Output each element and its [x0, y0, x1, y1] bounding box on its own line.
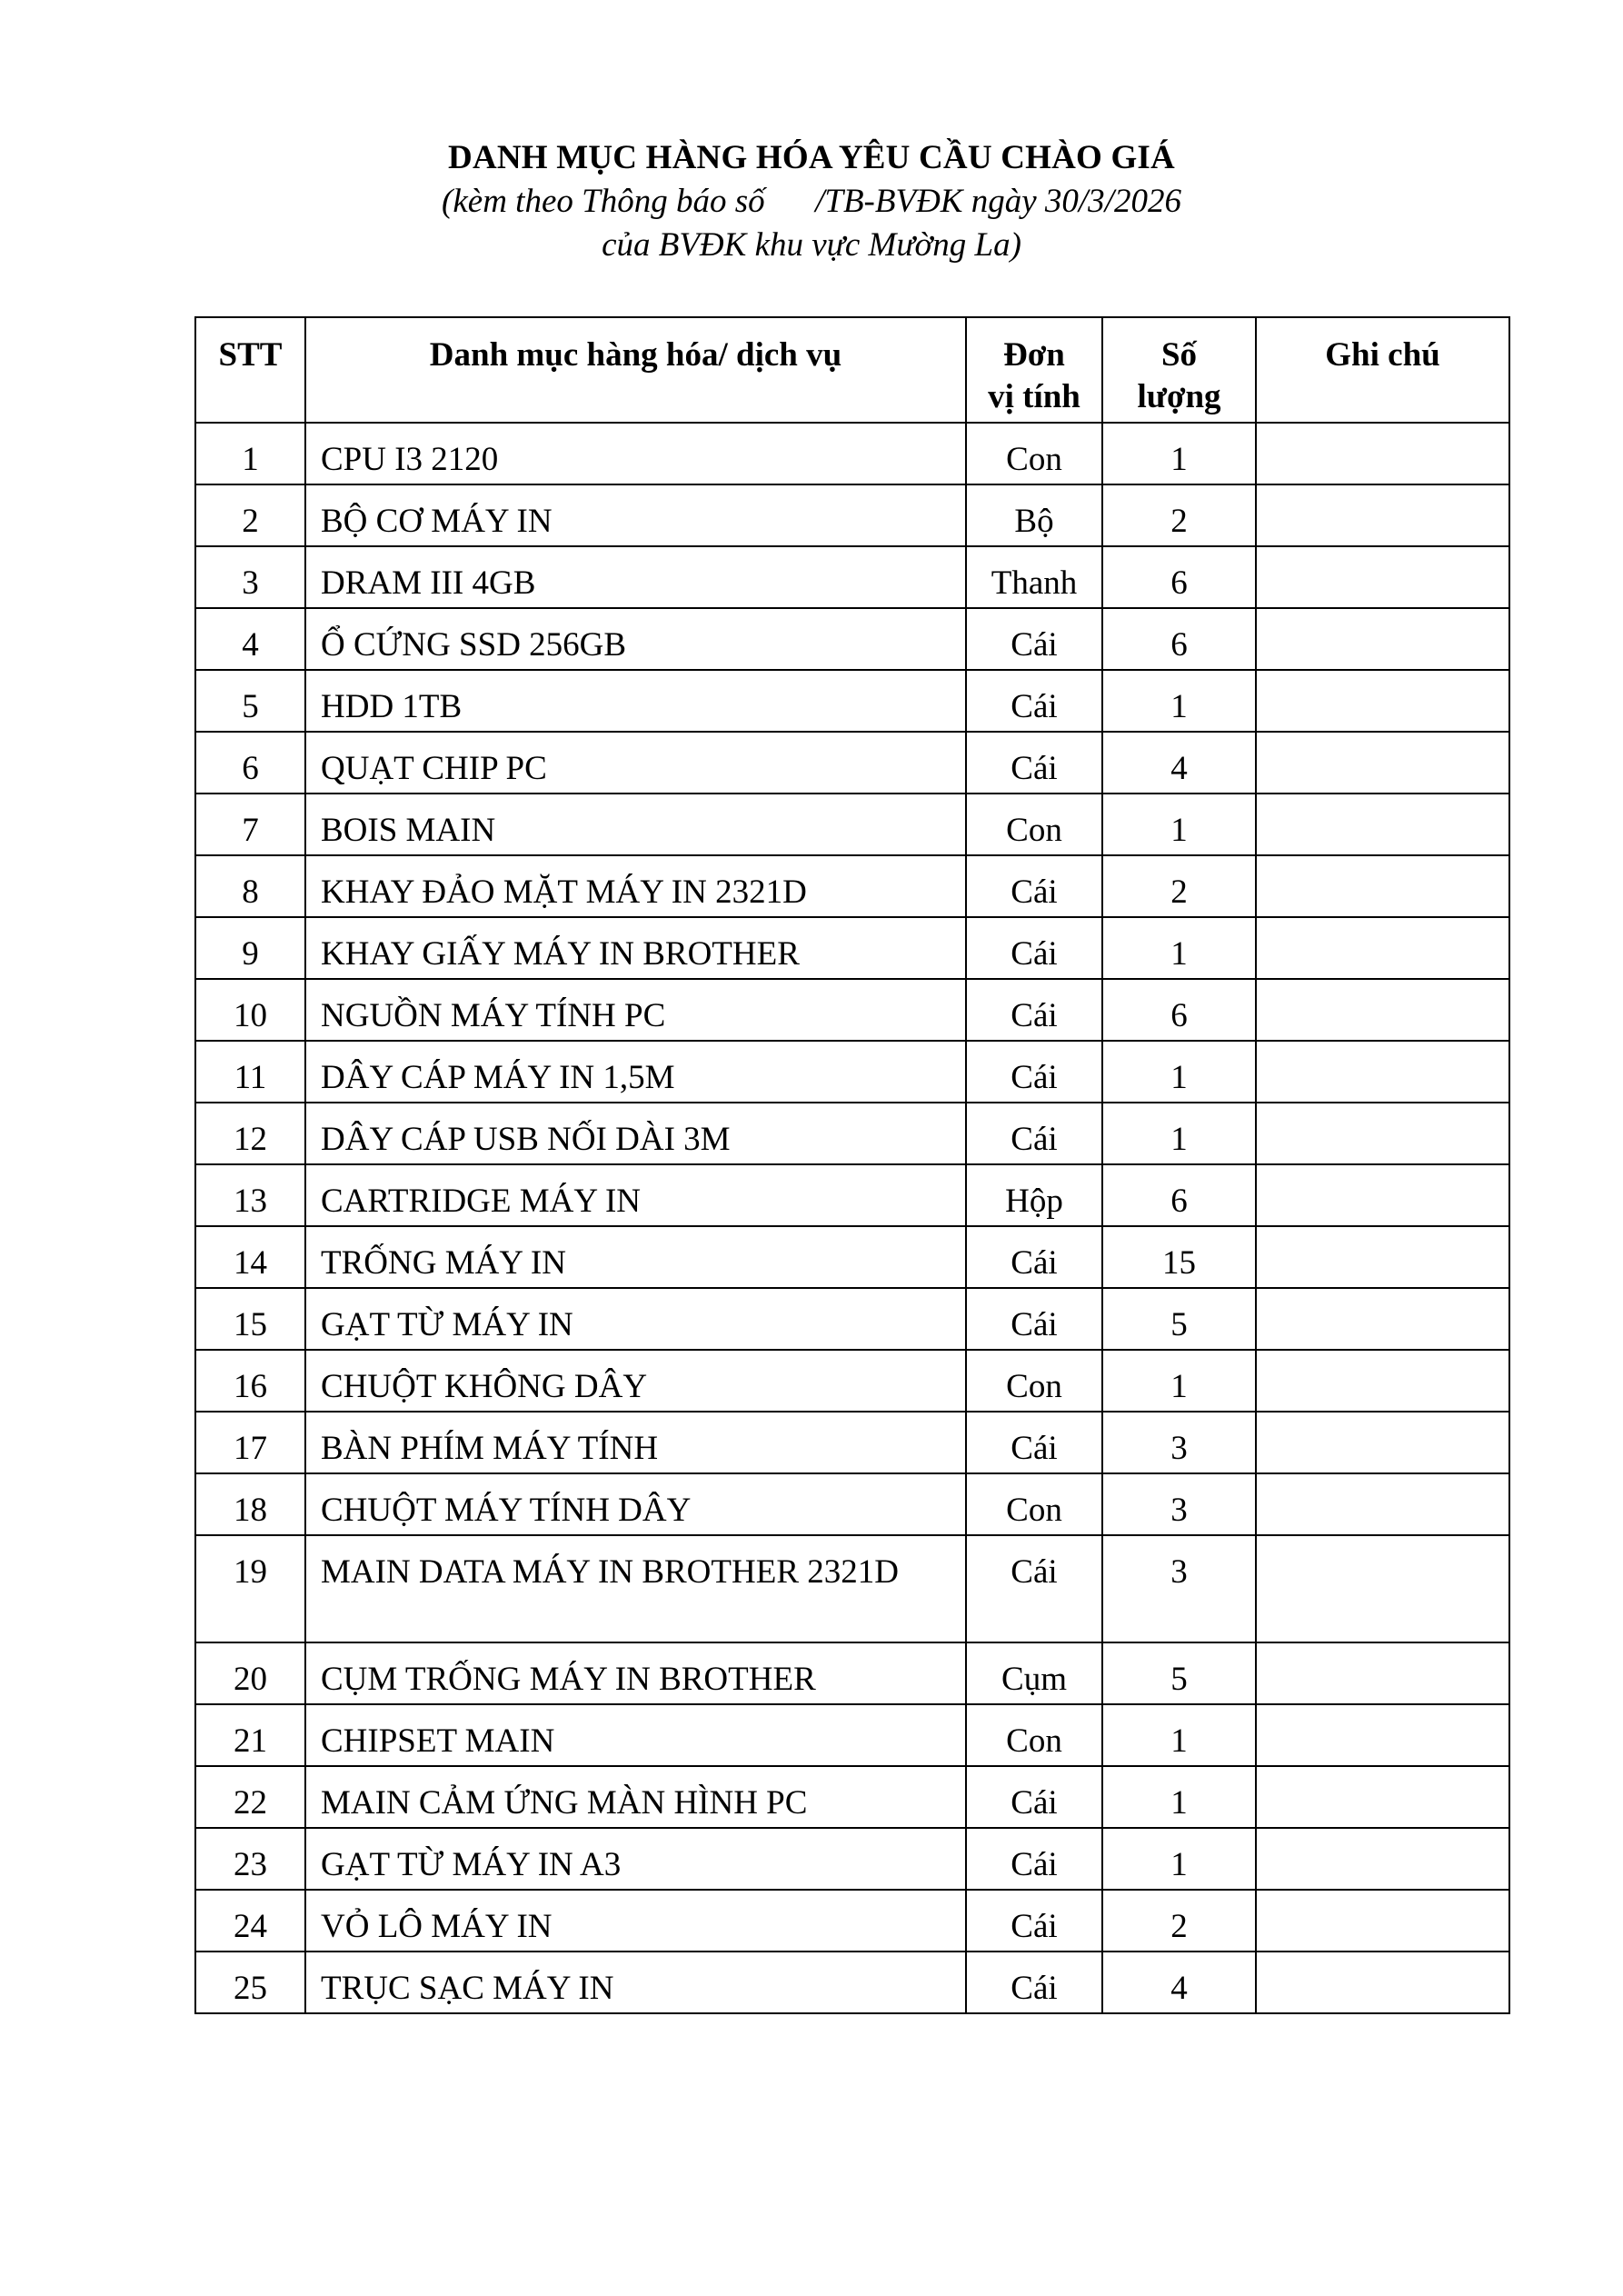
- cell-unit: Cái: [966, 917, 1102, 979]
- cell-unit: Con: [966, 794, 1102, 855]
- cell-note: [1256, 794, 1509, 855]
- cell-stt: 25: [195, 1952, 305, 2013]
- cell-note: [1256, 1164, 1509, 1226]
- table-row: [195, 732, 1509, 794]
- cell-note: [1256, 1473, 1509, 1535]
- cell-note: [1256, 484, 1509, 546]
- cell-stt: 1: [195, 423, 305, 484]
- cell-quantity: 1: [1102, 1350, 1256, 1412]
- table-row: [195, 1766, 1509, 1828]
- cell-quantity: 5: [1102, 1288, 1256, 1350]
- cell-unit: Con: [966, 1473, 1102, 1535]
- cell-stt: 12: [195, 1103, 305, 1164]
- cell-note: [1256, 1642, 1509, 1704]
- cell-unit: Cái: [966, 979, 1102, 1041]
- cell-note: [1256, 670, 1509, 732]
- cell-quantity: 3: [1102, 1412, 1256, 1473]
- cell-stt: 13: [195, 1164, 305, 1226]
- cell-item-name: BỘ CƠ MÁY IN: [305, 484, 966, 546]
- cell-unit: Cái: [966, 1412, 1102, 1473]
- cell-note: [1256, 1350, 1509, 1412]
- cell-quantity: 1: [1102, 670, 1256, 732]
- cell-stt: 7: [195, 794, 305, 855]
- cell-quantity: 4: [1102, 732, 1256, 794]
- cell-item-name: HDD 1TB: [305, 670, 966, 732]
- cell-item-name: KHAY GIẤY MÁY IN BROTHER: [305, 917, 966, 979]
- cell-stt: 14: [195, 1226, 305, 1288]
- cell-unit: Con: [966, 1350, 1102, 1412]
- cell-stt: 23: [195, 1828, 305, 1890]
- cell-unit: Cái: [966, 1766, 1102, 1828]
- goods-table: [194, 316, 1510, 2014]
- subtitle-line-1: (kèm theo Thông báo số /TB-BVĐK ngày 30/3/2026: [442, 183, 1181, 220]
- cell-stt: 9: [195, 917, 305, 979]
- table-row: [195, 1952, 1509, 2013]
- cell-item-name: MAIN DATA MÁY IN BROTHER 2321D: [305, 1535, 966, 1642]
- cell-note: [1256, 1890, 1509, 1952]
- cell-stt: 3: [195, 546, 305, 608]
- cell-quantity: 1: [1102, 917, 1256, 979]
- cell-quantity: 4: [1102, 1952, 1256, 2013]
- table-header-row: [195, 317, 1509, 423]
- cell-stt: 19: [195, 1535, 305, 1642]
- cell-note: [1256, 546, 1509, 608]
- table-row: [195, 1473, 1509, 1535]
- page-title: DANH MỤC HÀNG HÓA YÊU CẦU CHÀO GIÁ: [448, 139, 1175, 176]
- column-header-name: Danh mục hàng hóa/ dịch vụ: [305, 317, 966, 423]
- cell-stt: 20: [195, 1642, 305, 1704]
- cell-stt: 16: [195, 1350, 305, 1412]
- cell-quantity: 6: [1102, 1164, 1256, 1226]
- cell-unit: Cái: [966, 1041, 1102, 1103]
- cell-item-name: NGUỒN MÁY TÍNH PC: [305, 979, 966, 1041]
- cell-unit: Hộp: [966, 1164, 1102, 1226]
- table-row: [195, 979, 1509, 1041]
- column-header-qty-line2: lượng: [1137, 378, 1221, 415]
- cell-quantity: 2: [1102, 1890, 1256, 1952]
- cell-quantity: 15: [1102, 1226, 1256, 1288]
- cell-item-name: CHUỘT MÁY TÍNH DÂY: [305, 1473, 966, 1535]
- column-header-qty-line1: Số: [1160, 336, 1198, 374]
- cell-item-name: KHAY ĐẢO MẶT MÁY IN 2321D: [305, 855, 966, 917]
- table-row: [195, 855, 1509, 917]
- cell-note: [1256, 732, 1509, 794]
- cell-unit: Cái: [966, 1952, 1102, 2013]
- cell-quantity: 1: [1102, 423, 1256, 484]
- cell-quantity: 6: [1102, 546, 1256, 608]
- cell-quantity: 2: [1102, 855, 1256, 917]
- cell-quantity: 3: [1102, 1535, 1256, 1642]
- cell-stt: 5: [195, 670, 305, 732]
- cell-unit: Cái: [966, 855, 1102, 917]
- table-row: [195, 1890, 1509, 1952]
- cell-note: [1256, 608, 1509, 670]
- cell-note: [1256, 1828, 1509, 1890]
- cell-stt: 21: [195, 1704, 305, 1766]
- column-header-stt: STT: [195, 317, 305, 423]
- cell-note: [1256, 979, 1509, 1041]
- cell-item-name: CHUỘT KHÔNG DÂY: [305, 1350, 966, 1412]
- cell-item-name: GẠT TỪ MÁY IN: [305, 1288, 966, 1350]
- cell-unit: Cái: [966, 670, 1102, 732]
- cell-quantity: 2: [1102, 484, 1256, 546]
- table-row: [195, 1103, 1509, 1164]
- cell-quantity: 1: [1102, 1766, 1256, 1828]
- table-row: [195, 1041, 1509, 1103]
- table-row: [195, 546, 1509, 608]
- cell-note: [1256, 1766, 1509, 1828]
- cell-note: [1256, 1704, 1509, 1766]
- cell-note: [1256, 1952, 1509, 2013]
- subtitle-line-2: của BVĐK khu vực Mường La): [602, 226, 1021, 264]
- cell-unit: Cái: [966, 1226, 1102, 1288]
- column-header-note: Ghi chú: [1256, 317, 1509, 423]
- cell-quantity: 1: [1102, 1704, 1256, 1766]
- cell-unit: Cụm: [966, 1642, 1102, 1704]
- document-header: [0, 136, 1623, 267]
- column-header-unit-line2: vị tính: [988, 378, 1080, 415]
- cell-quantity: 5: [1102, 1642, 1256, 1704]
- cell-item-name: CARTRIDGE MÁY IN: [305, 1164, 966, 1226]
- cell-unit: Cái: [966, 732, 1102, 794]
- cell-note: [1256, 423, 1509, 484]
- table-row: [195, 608, 1509, 670]
- cell-note: [1256, 1412, 1509, 1473]
- table-row: [195, 1535, 1509, 1642]
- cell-item-name: DÂY CÁP MÁY IN 1,5M: [305, 1041, 966, 1103]
- table-row: [195, 423, 1509, 484]
- table-row: [195, 917, 1509, 979]
- cell-item-name: CHIPSET MAIN: [305, 1704, 966, 1766]
- table-row: [195, 1350, 1509, 1412]
- cell-stt: 10: [195, 979, 305, 1041]
- table-row: [195, 1828, 1509, 1890]
- cell-stt: 2: [195, 484, 305, 546]
- cell-item-name: DRAM III 4GB: [305, 546, 966, 608]
- cell-item-name: BÀN PHÍM MÁY TÍNH: [305, 1412, 966, 1473]
- cell-note: [1256, 1288, 1509, 1350]
- cell-stt: 15: [195, 1288, 305, 1350]
- table-row: [195, 1164, 1509, 1226]
- cell-note: [1256, 1535, 1509, 1642]
- table-row: [195, 670, 1509, 732]
- cell-stt: 22: [195, 1766, 305, 1828]
- cell-item-name: MAIN CẢM ỨNG MÀN HÌNH PC: [305, 1766, 966, 1828]
- cell-quantity: 3: [1102, 1473, 1256, 1535]
- table-row: [195, 1704, 1509, 1766]
- table-row: [195, 1226, 1509, 1288]
- cell-quantity: 1: [1102, 1103, 1256, 1164]
- cell-item-name: TRỐNG MÁY IN: [305, 1226, 966, 1288]
- table-row: [195, 1288, 1509, 1350]
- table-row: [195, 794, 1509, 855]
- cell-item-name: DÂY CÁP USB NỐI DÀI 3M: [305, 1103, 966, 1164]
- cell-stt: 4: [195, 608, 305, 670]
- cell-stt: 17: [195, 1412, 305, 1473]
- cell-unit: Cái: [966, 1890, 1102, 1952]
- cell-stt: 24: [195, 1890, 305, 1952]
- cell-quantity: 1: [1102, 1041, 1256, 1103]
- cell-unit: Cái: [966, 1535, 1102, 1642]
- cell-quantity: 6: [1102, 979, 1256, 1041]
- table-row: [195, 1412, 1509, 1473]
- cell-unit: Con: [966, 1704, 1102, 1766]
- cell-unit: Bộ: [966, 484, 1102, 546]
- cell-note: [1256, 855, 1509, 917]
- cell-unit: Cái: [966, 1828, 1102, 1890]
- column-header-qty: [1102, 317, 1256, 423]
- cell-quantity: 6: [1102, 608, 1256, 670]
- cell-note: [1256, 917, 1509, 979]
- cell-note: [1256, 1226, 1509, 1288]
- cell-item-name: Ổ CỨNG SSD 256GB: [305, 608, 966, 670]
- table-body: [195, 423, 1509, 2013]
- cell-stt: 8: [195, 855, 305, 917]
- cell-stt: 18: [195, 1473, 305, 1535]
- cell-note: [1256, 1103, 1509, 1164]
- cell-item-name: GẠT TỪ MÁY IN A3: [305, 1828, 966, 1890]
- cell-note: [1256, 1041, 1509, 1103]
- cell-item-name: BOIS MAIN: [305, 794, 966, 855]
- cell-unit: Cái: [966, 1103, 1102, 1164]
- column-header-unit-line1: Đơn: [1003, 336, 1065, 374]
- cell-stt: 11: [195, 1041, 305, 1103]
- cell-item-name: CPU I3 2120: [305, 423, 966, 484]
- cell-quantity: 1: [1102, 1828, 1256, 1890]
- cell-item-name: QUẠT CHIP PC: [305, 732, 966, 794]
- cell-unit: Thanh: [966, 546, 1102, 608]
- cell-stt: 6: [195, 732, 305, 794]
- table-row: [195, 484, 1509, 546]
- cell-quantity: 1: [1102, 794, 1256, 855]
- cell-item-name: VỎ LÔ MÁY IN: [305, 1890, 966, 1952]
- cell-unit: Cái: [966, 1288, 1102, 1350]
- cell-item-name: CỤM TRỐNG MÁY IN BROTHER: [305, 1642, 966, 1704]
- cell-unit: Con: [966, 423, 1102, 484]
- cell-unit: Cái: [966, 608, 1102, 670]
- table-row: [195, 1642, 1509, 1704]
- column-header-unit: [966, 317, 1102, 423]
- cell-item-name: TRỤC SẠC MÁY IN: [305, 1952, 966, 2013]
